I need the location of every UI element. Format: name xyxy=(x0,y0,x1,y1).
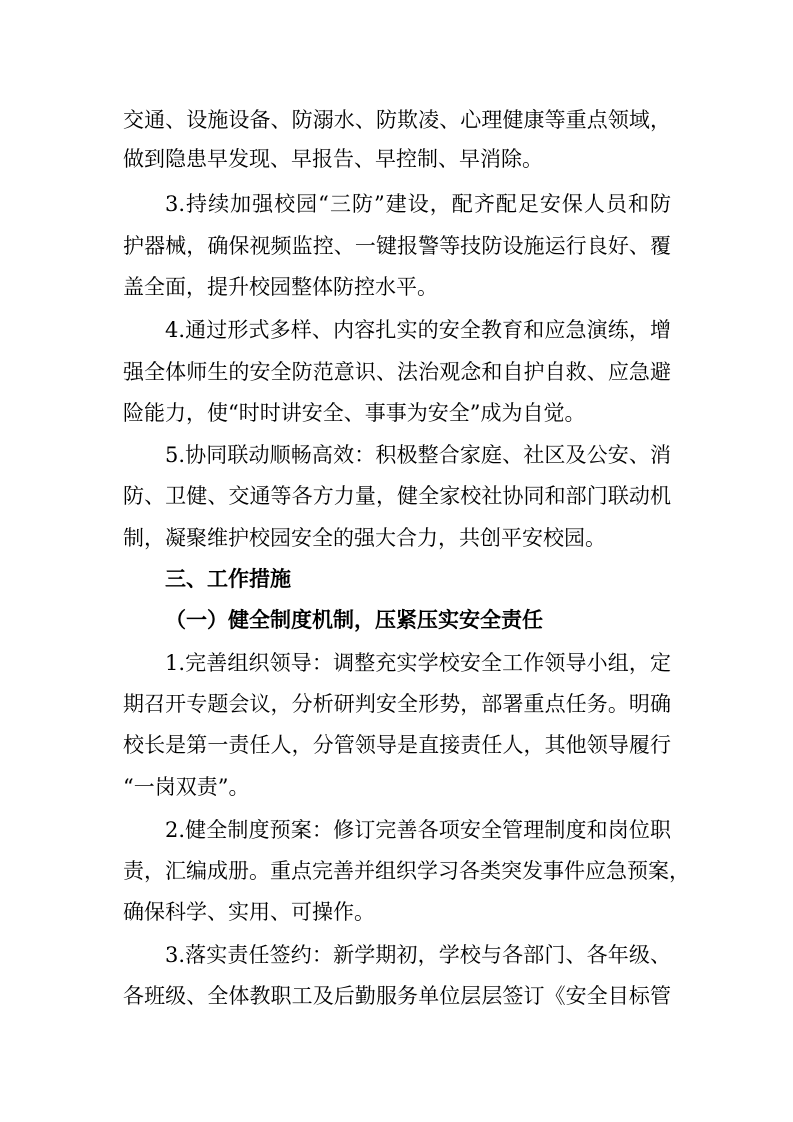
paragraph-line: 制，凝聚维护校园安全的强大合力，共创平安校园。 xyxy=(123,526,606,550)
paragraph-line: 5.协同联动顺畅高效：积极整合家庭、社区及公安、消 xyxy=(165,443,671,467)
paragraph-line: “一岗双责”。 xyxy=(123,775,250,799)
paragraph-line: 期召开专题会议，分析研判安全形势，部署重点任务。明确 xyxy=(123,692,671,716)
section-heading: 三、工作措施 xyxy=(165,567,291,591)
paragraph-line: 2.健全制度预案：修订完善各项安全管理制度和岗位职 xyxy=(165,818,671,842)
paragraph-line: 强全体师生的安全防范意识、法治观念和自护自救、应急避 xyxy=(123,360,671,384)
paragraph-line: 3.持续加强校园“三防”建设，配齐配足安保人员和防 xyxy=(165,192,671,216)
paragraph-line: 盖全面，提升校园整体防控水平。 xyxy=(123,275,438,299)
paragraph-line: 交通、设施设备、防溺水、防欺凌、心理健康等重点领域， xyxy=(123,108,671,132)
paragraph-line: 防、卫健、交通等各方力量，健全家校社协同和部门联动机 xyxy=(123,484,671,508)
paragraph-line: 4.通过形式多样、内容扎实的安全教育和应急演练，增 xyxy=(165,318,671,342)
paragraph-line: 3.落实责任签约：新学期初，学校与各部门、各年级、 xyxy=(165,943,671,967)
paragraph-line: 险能力，使“时时讲安全、事事为安全”成为自觉。 xyxy=(123,401,586,425)
paragraph-line: 1.完善组织领导：调整充实学校安全工作领导小组，定 xyxy=(165,651,671,675)
paragraph-line: 校长是第一责任人，分管领导是直接责任人，其他领导履行 xyxy=(123,733,671,757)
paragraph-line: 责，汇编成册。重点完善并组织学习各类突发事件应急预案， xyxy=(123,859,690,883)
paragraph-line: 各班级、全体教职工及后勤服务单位层层签订《安全目标管 xyxy=(123,984,671,1008)
paragraph-line: 做到隐患早发现、早报告、早控制、早消除。 xyxy=(123,147,543,171)
paragraph-line: 确保科学、实用、可操作。 xyxy=(123,900,375,924)
subsection-heading: （一）健全制度机制，压紧压实安全责任 xyxy=(165,607,543,632)
paragraph-line: 护器械，确保视频监控、一键报警等技防设施运行良好、覆 xyxy=(123,234,671,258)
